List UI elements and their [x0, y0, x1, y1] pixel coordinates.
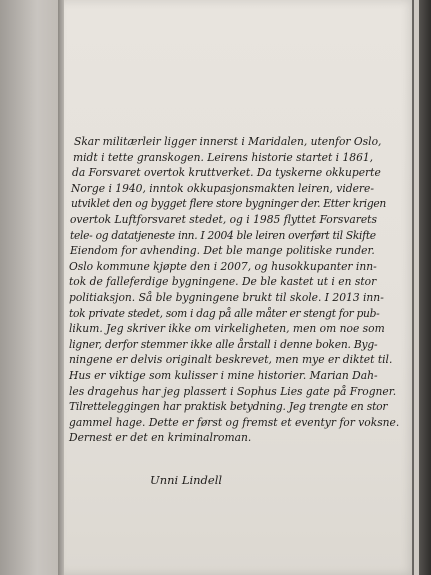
author-signature: Unni Lindell	[150, 473, 223, 487]
text-line: Dernest er det en kriminalroman.	[69, 431, 252, 445]
text-line: Tilretteleggingen har praktisk betydning. Jeg trengte en stor	[69, 400, 388, 414]
text-line: ningene er delvis originalt beskrevet, men mye er diktet til.	[69, 353, 393, 367]
text-line: utviklet den og bygget flere store bygninger der. Etter krigen	[71, 197, 386, 211]
text-line: tok private stedet, som i dag på alle måter er stengt for pub-	[69, 306, 380, 320]
text-line: Skar militærleir ligger innerst i Maridalen, utenfor Oslo,	[74, 135, 382, 148]
text-line: Eiendom for avhending. Det ble mange politiske runder.	[70, 244, 375, 258]
text-line: ligner, derfor stemmer ikke alle årstall i denne boken. Byg-	[69, 337, 378, 351]
text-line: midt i tette granskogen. Leirens historie startet i 1861,	[73, 150, 374, 164]
text-line: les dragehus har jeg plassert i Sophus Lies gate på Frogner.	[69, 384, 397, 398]
text-line: Hus er viktige som kulisser i mine historier. Marian Dah-	[69, 368, 378, 382]
text-line: da Forsvaret overtok kruttverket. Da tyskerne okkuperte	[72, 166, 381, 180]
left-page-edge	[0, 0, 62, 575]
author-note-text	[69, 134, 414, 446]
page-edge-strip	[414, 0, 419, 575]
text-line: tele- og datatjeneste inn. I 2004 ble leiren overført til Skifte	[70, 228, 376, 242]
text-line: overtok Luftforsvaret stedet, og i 1985 flyttet Forsvarets	[70, 212, 377, 226]
text-line: politiaksjon. Så ble bygningene brukt til skole. I 2013 inn-	[69, 290, 384, 304]
text-line: likum. Jeg skriver ikke om virkeligheten, men om noe som	[69, 322, 385, 336]
text-line: gammel hage. Dette er først og fremst et eventyr for voksne.	[69, 415, 400, 429]
text-line: Oslo kommune kjøpte den i 2007, og husokkupanter inn-	[69, 259, 377, 273]
right-background	[412, 0, 431, 575]
text-line: tok de falleferdige bygningene. De ble kastet ut i en stor	[69, 275, 377, 289]
text-line: Norge i 1940, inntok okkupasjonsmakten leiren, videre-	[71, 181, 374, 195]
